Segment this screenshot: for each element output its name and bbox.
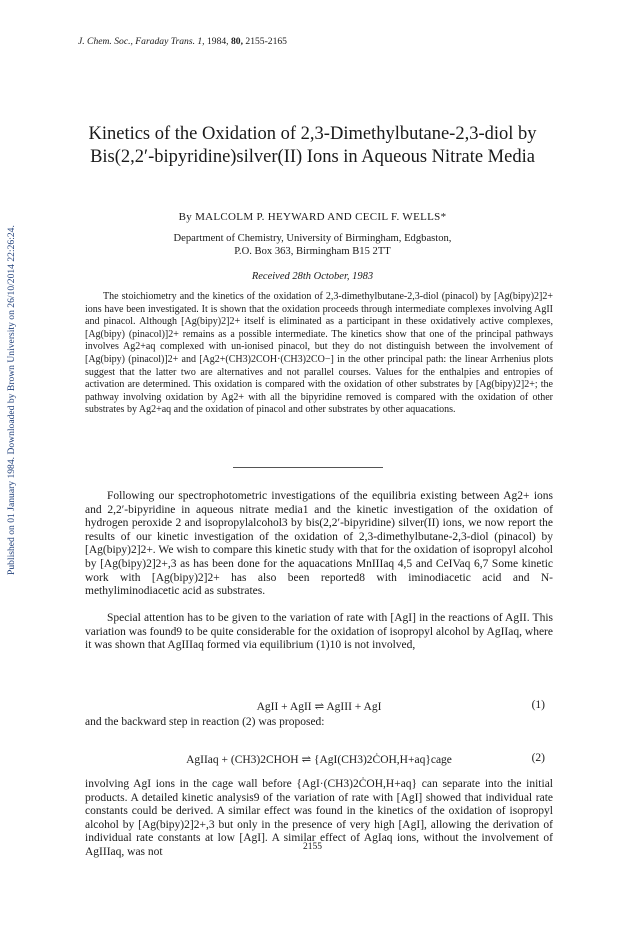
- body-paragraph: Special attention has to be given to the variation of rate with [AgI] in the reactions of AgII. This variation was found9 to be quite considerable for the oxidation of isopropyl alcohol by AgIIaq, where it was shown that AgIIIaq formed via equilibrium (1)10 is not involved,: [85, 612, 553, 652]
- download-notice-text: Published on 01 January 1984. Downloaded by Brown University on 26/10/2014 22:26:24.: [6, 225, 17, 575]
- journal-header: [78, 36, 287, 47]
- equation-expression: AgIIaq + (CH3)2CHOH ⇌ {AgI(CH3)2ĊOH,H+aq}cage: [186, 754, 452, 766]
- affiliation-line: P.O. Box 363, Birmingham B15 2TT: [234, 246, 391, 257]
- abstract: The stoichiometry and the kinetics of the oxidation of 2,3-dimethylbutane-2,3-diol (pinacol) by [Ag(bipy)2]2+ ions have been investigated. It is shown that the oxidation proceeds through intermediate complexes involving AgII and pinacol. Although [Ag(bipy)2]2+ itself is eliminated as a participant in these oxidatively active complexes, [Ag(bipy) (pinacol)]2+ remains as a possible intermediate. The kinetics show that one of the principal pathways involves Ag2+aq complexed with un-ionised pinacol, but they do not distinguish between the involvement of [Ag(bipy) (pinacol)]2+ and [Ag2+(CH3)2COH·(CH3)2CO−] in the other principal path: the linear Arrhenius plots suggest that the latter two are alternatives and not parallel courses. Values for the enthalpies and entropies of activation are determined. This oxidation is compared with the oxidation of other substrates by [Ag(bipy)2]2+; the pathway involving oxidation by Ag2+ with all the bipyridine removed is compared with the oxidation of other substrates by Ag2+aq and the oxidation of pinacol and other substrates by other aquacations.: [85, 291, 553, 416]
- paper-title: Kinetics of the Oxidation of 2,3-Dimethylbutane-2,3-diol by Bis(2,2′-bipyridine)silver(II) Ions in Aqueous Nitrate Media: [88, 124, 537, 167]
- body-paragraph: involving AgI ions in the cage wall before {AgI·(CH3)2ĊOH,H+aq} can separate into the initial products. A detailed kinetic analysis9 of the variation of rate with [AgI] showed that individual rate constants could be derived. A similar effect was found in the kinetics of the oxidation of isopropyl alcohol by [Ag(bipy)2]2+,3 but only in the presence of very high [AgI], allowing the derivation of individual rate constants at low [AgI]. A similar effect of AgIaq ions, without the involvement of AgIIIaq, was not: [85, 778, 553, 858]
- equation-expression: AgII + AgII ⇌ AgIII + AgI: [256, 701, 382, 713]
- journal-year: 1984,: [206, 36, 229, 47]
- page-number: 2155: [303, 842, 322, 852]
- journal-volume: 80,: [230, 36, 243, 47]
- body-paragraph: and the backward step in reaction (2) was proposed:: [85, 716, 325, 728]
- body-paragraph: Following our spectrophotometric investigations of the equilibria existing between Ag2+ ions and 2,2′-bipyridine in aqueous nitrate media1 and the kinetic investigation of the oxidation of hydrogen peroxide 2 and isopropylalcohol3 by bis(2,2′-bipyridine) silver(II) ions, we now report the results of our kinetic investigation of the oxidation of 2,3-dimethylbutane-2,3-diol (pinacol) by [Ag(bipy)2]2+. We wish to compare this kinetic study with that for the oxidation of isopropyl alcohol by [Ag(bipy)2]2+,3 as has been done for the aquacations MnIIIaq 4,5 and CeIVaq 6,7 Some kinetic work with [Ag(bipy)2]2+ has also been reported8 with iminodiacetic acid and N-methyliminodiacetic acid as substrates.: [85, 490, 553, 598]
- download-notice: [4, 180, 20, 580]
- equation-number: (1): [531, 699, 545, 711]
- paper-authors: By MALCOLM P. HEYWARD AND CECIL F. WELLS*: [178, 211, 447, 223]
- affiliation-line: Department of Chemistry, University of Birmingham, Edgbaston,: [173, 233, 452, 244]
- journal-pages: 2155-2165: [245, 36, 287, 47]
- affiliation: [60, 232, 565, 258]
- journal-name: J. Chem. Soc., Faraday Trans. 1,: [78, 36, 205, 47]
- section-divider: [233, 467, 383, 468]
- received-date: Received 28th October, 1983: [251, 271, 374, 282]
- equation-number: (2): [531, 752, 545, 764]
